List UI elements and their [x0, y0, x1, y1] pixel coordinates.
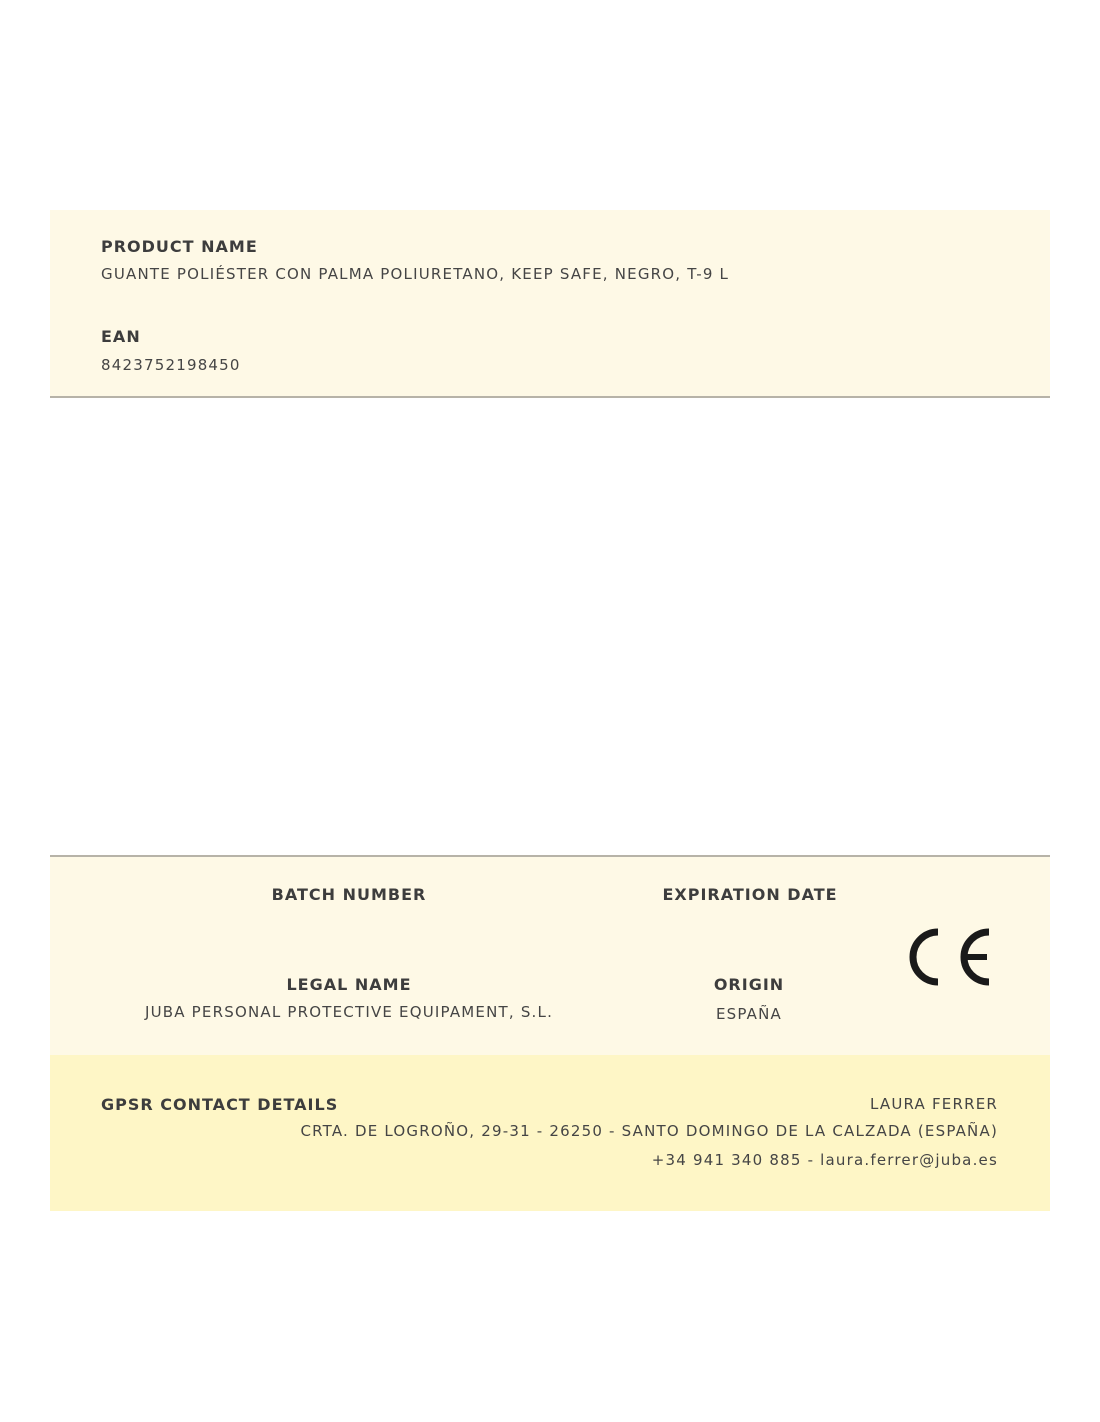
legal-name-label: LEGAL NAME — [286, 975, 412, 994]
product-name-value: GUANTE POLIÉSTER CON PALMA POLIURETANO, KEEP SAFE, NEGRO, T-9 L — [101, 265, 730, 283]
product-info-panel — [50, 210, 1050, 398]
product-name-label: PRODUCT NAME — [101, 237, 258, 256]
ean-label: EAN — [101, 327, 141, 346]
ean-value: 8423752198450 — [101, 356, 241, 374]
origin-value: ESPAÑA — [715, 1005, 783, 1023]
contact-name: LAURA FERRER — [869, 1095, 998, 1113]
legal-name-value: JUBA PERSONAL PROTECTIVE EQUIPAMENT, S.L. — [144, 1003, 554, 1021]
product-details-panel — [50, 855, 1050, 1057]
expiration-date-label: EXPIRATION DATE — [662, 885, 838, 904]
ce-mark-icon — [908, 927, 992, 987]
gpsr-contact-label: GPSR CONTACT DETAILS — [101, 1095, 339, 1114]
origin-label: ORIGIN — [713, 975, 785, 994]
contact-phone-email: +34 941 340 885 - laura.ferrer@juba.es — [651, 1151, 998, 1169]
contact-address: CRTA. DE LOGROÑO, 29-31 - 26250 - SANTO DOMINGO DE LA CALZADA (ESPAÑA) — [300, 1122, 998, 1140]
batch-number-label: BATCH NUMBER — [271, 885, 427, 904]
gpsr-contact-panel — [50, 1055, 1050, 1211]
